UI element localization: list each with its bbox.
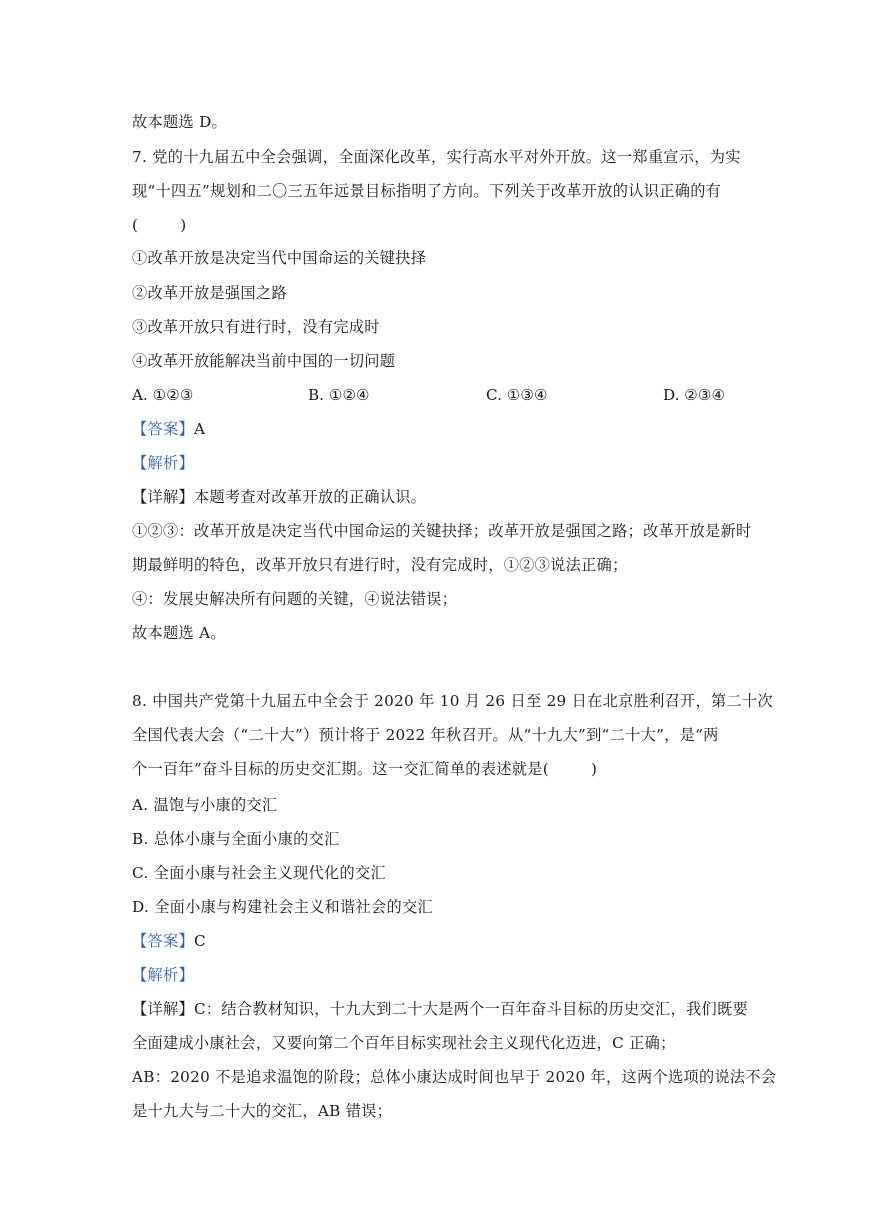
option-text: ①②④: [328, 386, 370, 404]
q7-option-d: [663, 385, 725, 405]
q7-detail-line-1: ①②③：改革开放是决定当代中国命运的关键抉择；改革开放是强国之路；改革开放是新时: [132, 522, 752, 540]
q7-option-a: [132, 385, 193, 405]
q8-option-b: B. 总体小康与全面小康的交汇: [132, 830, 340, 848]
q7-detail-line-3: ④：发展史解决所有问题的关键，④说法错误；: [132, 590, 458, 608]
stem-text: 个一百年”奋斗目标的历史交汇期。这一交汇简单的表述就是(: [132, 760, 549, 778]
q7-stem-line-2: 现“十四五”规划和二〇三五年远景目标指明了方向。下列关于改革开放的认识正确的有: [132, 182, 722, 200]
option-letter: A.: [132, 386, 148, 404]
paren-close: ): [590, 760, 598, 778]
q7-statement-3: ③改革开放只有进行时，没有完成时: [132, 318, 380, 336]
q7-answer-blank: [132, 215, 186, 235]
q6-conclusion: 故本题选 D。: [132, 113, 228, 131]
detail-label: 【详解】: [132, 1000, 194, 1018]
detail-text: C：结合教材知识，十九大到二十大是两个一百年奋斗目标的历史交汇，我们既要: [193, 1000, 748, 1018]
q7-stem-line-1: 7. 党的十九届五中全会强调，全面深化改革，实行高水平对外开放。这一郑重宣示，为实: [132, 148, 741, 166]
q8-stem-line-2: 全国代表大会（“二十大”）预计将于 2022 年秋召开。从“十九大”到“二十大”，是“两: [132, 726, 719, 744]
paren-open: (: [132, 216, 139, 234]
q7-statement-2: ②改革开放是强国之路: [132, 284, 287, 302]
q7-analysis-heading: [132, 453, 194, 473]
q7-conclusion: 故本题选 A。: [132, 624, 226, 642]
detail-intro: 本题考查对改革开放的正确认识。: [193, 488, 427, 506]
q8-analysis-heading: [132, 965, 194, 985]
analysis-label: 【解析】: [132, 966, 194, 984]
option-letter: D.: [663, 386, 680, 404]
analysis-label: 【解析】: [132, 454, 194, 472]
q8-detail-line-2: 全面建成小康社会，又要向第二个百年目标实现社会主义现代化迈进，C 正确；: [132, 1034, 676, 1052]
q7-detail-line-2: 期最鲜明的特色，改革开放只有进行时，没有完成时，①②③说法正确；: [132, 556, 628, 574]
option-letter: C.: [486, 386, 502, 404]
q8-option-c: C. 全面小康与社会主义现代化的交汇: [132, 864, 386, 882]
q7-detail-intro: [132, 487, 426, 507]
q7-statement-1: ①改革开放是决定当代中国命运的关键抉择: [132, 249, 427, 267]
q8-stem-line-3: [132, 759, 597, 779]
detail-label: 【详解】: [132, 488, 194, 506]
q8-option-a: A. 温饱与小康的交汇: [132, 796, 278, 814]
option-text: ①③④: [506, 386, 548, 404]
q8-option-d: D. 全面小康与构建社会主义和谐社会的交汇: [132, 898, 433, 916]
q8-stem-line-1: 8. 中国共产党第十九届五中全会于 2020 年 10 月 26 日至 29 日在北京胜利召开，第二十次: [132, 692, 773, 710]
answer-label: 【答案】: [132, 420, 194, 438]
q8-detail-line-1: [132, 999, 748, 1019]
q7-option-b: [308, 385, 370, 405]
option-text: ②③④: [684, 386, 726, 404]
answer-value: C: [193, 932, 206, 950]
paren-close: ): [180, 216, 187, 234]
answer-value: A: [193, 420, 206, 438]
q7-statement-4: ④改革开放能解决当前中国的一切问题: [132, 352, 396, 370]
q8-answer: [132, 931, 206, 951]
q7-answer: [132, 419, 205, 439]
q8-detail-line-3: AB：2020 不是追求温饱的阶段；总体小康达成时间也早于 2020 年，这两个选项的说法不会: [132, 1068, 777, 1086]
option-letter: B.: [308, 386, 324, 404]
option-text: ①②③: [152, 386, 194, 404]
answer-label: 【答案】: [132, 932, 194, 950]
q8-detail-line-4: 是十九大与二十大的交汇，AB 错误；: [132, 1102, 393, 1120]
q7-option-c: [486, 385, 548, 405]
